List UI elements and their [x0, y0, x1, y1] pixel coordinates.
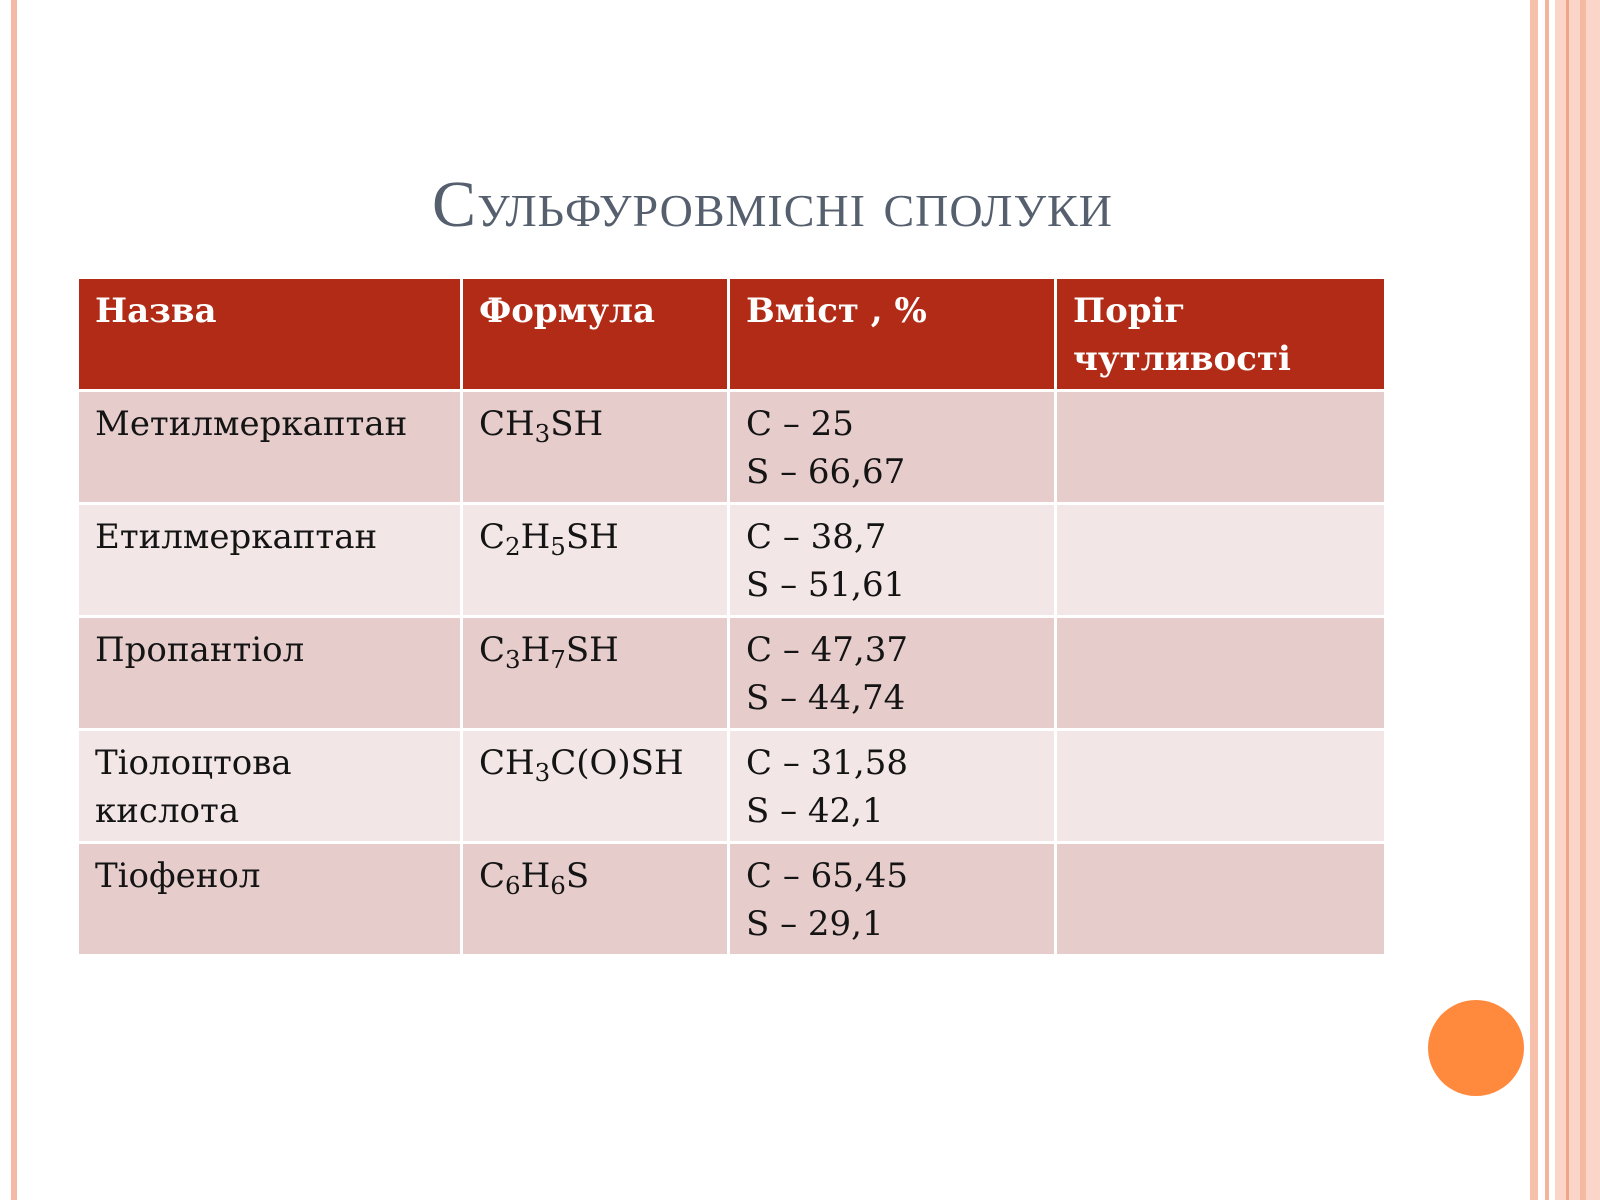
right-border-stripe-5 [1580, 0, 1586, 1200]
carbon-content: C – 31,58 [746, 743, 908, 783]
formula-part: SH [550, 404, 604, 444]
compound-name: Пропантіол [95, 630, 305, 670]
table-header-row [79, 279, 1384, 389]
header-content: Вміст , % [730, 279, 1054, 389]
right-border-stripe-2 [1545, 0, 1549, 1200]
formula-part: C [479, 630, 506, 670]
formula-subscript: 7 [550, 644, 566, 674]
header-formula: Формула [463, 279, 727, 389]
carbon-content: C – 47,37 [746, 630, 908, 670]
formula-part: SH [565, 517, 619, 557]
cell-content [730, 844, 1054, 954]
formula-part: S [565, 856, 590, 896]
formula-subscript: 3 [534, 418, 551, 448]
table-row [79, 731, 1384, 841]
compound-name: Тіофенол [95, 856, 261, 896]
carbon-content: C – 65,45 [746, 856, 908, 896]
formula-subscript: 2 [505, 531, 521, 561]
header-threshold-line1: Поріг [1073, 291, 1186, 331]
formula-subscript: 6 [550, 870, 566, 900]
compound-name: Тіолоцтова [95, 743, 292, 783]
cell-formula [463, 618, 727, 728]
carbon-content: C – 38,7 [746, 517, 887, 557]
formula-subscript: 3 [505, 644, 521, 674]
table-row [79, 618, 1384, 728]
formula-part: SH [565, 630, 619, 670]
right-border-stripe-1 [1530, 0, 1538, 1200]
header-threshold [1057, 279, 1384, 389]
sulfur-content: S – 44,74 [746, 678, 906, 718]
formula-part: CH [479, 743, 535, 783]
header-name: Назва [79, 279, 460, 389]
formula-subscript: 5 [550, 531, 566, 561]
formula-subscript: 6 [505, 870, 521, 900]
cell-content [730, 618, 1054, 728]
cell-threshold [1057, 618, 1384, 728]
cell-name [79, 618, 460, 728]
cell-threshold [1057, 844, 1384, 954]
cell-formula [463, 844, 727, 954]
cell-content [730, 731, 1054, 841]
formula-part: CH [479, 404, 535, 444]
cell-formula [463, 392, 727, 502]
table-row [79, 392, 1384, 502]
compounds-table [76, 276, 1387, 957]
cell-formula [463, 731, 727, 841]
slide-title: Сульфуровмісні сполуки [432, 168, 1113, 241]
right-border-stripe-3 [1555, 0, 1600, 1200]
table-row [79, 844, 1384, 954]
cell-name [79, 392, 460, 502]
compound-name-line2: кислота [95, 791, 240, 831]
cell-formula [463, 505, 727, 615]
sulfur-content: S – 66,67 [746, 452, 906, 492]
compound-name: Етилмеркаптан [95, 517, 378, 557]
header-threshold-line2: чутливості [1073, 339, 1291, 379]
formula-part: H [520, 630, 551, 670]
cell-threshold [1057, 505, 1384, 615]
cell-threshold [1057, 731, 1384, 841]
sulfur-content: S – 42,1 [746, 791, 884, 831]
formula-part: C(O)SH [550, 743, 684, 783]
cell-name [79, 731, 460, 841]
sulfur-content: S – 29,1 [746, 904, 884, 944]
formula-subscript: 3 [534, 757, 551, 787]
orange-circle-decoration [1428, 1000, 1524, 1096]
right-border-stripe-4 [1566, 0, 1569, 1200]
sulfur-content: S – 51,61 [746, 565, 906, 605]
table-row [79, 505, 1384, 615]
table-body [79, 392, 1384, 954]
cell-content [730, 505, 1054, 615]
cell-name [79, 844, 460, 954]
left-border-stripe [11, 0, 17, 1200]
formula-part: C [479, 517, 506, 557]
cell-content [730, 392, 1054, 502]
cell-name [79, 505, 460, 615]
formula-part: C [479, 856, 506, 896]
cell-threshold [1057, 392, 1384, 502]
carbon-content: C – 25 [746, 404, 854, 444]
compound-name: Метилмеркаптан [95, 404, 408, 444]
formula-part: H [520, 517, 551, 557]
formula-part: H [520, 856, 551, 896]
